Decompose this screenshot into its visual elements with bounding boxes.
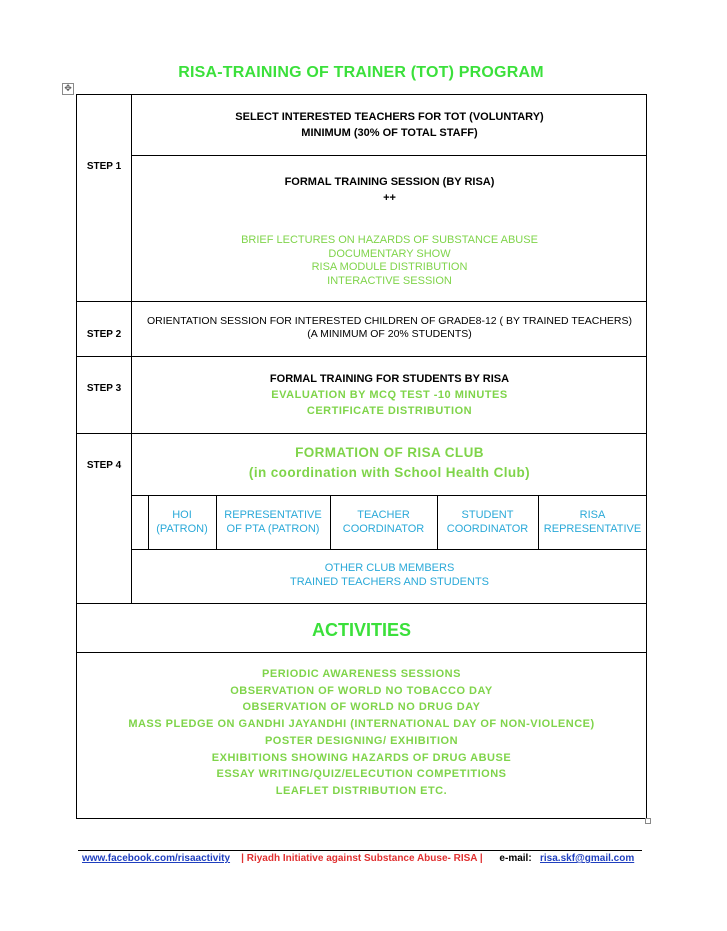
- club-coordination-line: (in coordination with School Health Club): [248, 465, 531, 480]
- activity-item: MASS PLEDGE ON GANDHI JAYANDHI (INTERNATIONAL DAY OF NON-VIOLENCE): [128, 718, 595, 731]
- step-1-label: STEP 1: [86, 161, 122, 172]
- list-item: BRIEF LECTURES ON HAZARDS OF SUBSTANCE ABUSE: [241, 234, 538, 246]
- email-label: e-mail:: [499, 853, 532, 864]
- step-4-label: STEP 4: [86, 460, 122, 471]
- list-item: DOCUMENTARY SHOW: [328, 247, 451, 260]
- role-title: TEACHER: [357, 509, 410, 521]
- role-title: RISA: [579, 509, 606, 521]
- table-line: [132, 549, 647, 550]
- club-members-text: [132, 562, 647, 589]
- page-title: RISA-TRAINING OF TRAINER (TOT) PROGRAM: [178, 64, 544, 81]
- list-item: INTERACTIVE SESSION: [327, 274, 452, 287]
- role-title: HOI: [172, 509, 192, 521]
- table-line: [132, 495, 647, 496]
- role-title: REPRESENTATIVE: [224, 509, 322, 521]
- role-subtitle: COORDINATOR: [342, 523, 425, 535]
- activity-item: EXHIBITIONS SHOWING HAZARDS OF DRUG ABUSE: [211, 751, 512, 764]
- club-formation-text: [132, 443, 647, 483]
- select-teachers-text: [132, 109, 647, 141]
- role-subtitle: (PATRON): [156, 523, 208, 535]
- role-risa-representative: [538, 508, 647, 536]
- activities-heading: ACTIVITIES: [311, 620, 411, 640]
- student-training-text: [132, 371, 647, 419]
- table-line: [132, 155, 647, 156]
- activity-item: LEAFLET DISTRIBUTION ETC.: [275, 784, 448, 797]
- club-formation-line: FORMATION OF RISA CLUB: [295, 445, 484, 460]
- organization-name: | Riyadh Initiative against Substance Abuse- RISA |: [241, 853, 483, 864]
- role-hoi: [148, 508, 216, 536]
- resize-handle-icon[interactable]: [645, 818, 651, 824]
- role-title: STUDENT: [461, 509, 514, 521]
- role-pta-representative: [216, 508, 330, 536]
- certificate-line: CERTIFICATE DISTRIBUTION: [306, 405, 473, 417]
- select-teachers-minimum-line: MINIMUM (30% OF TOTAL STAFF): [301, 127, 478, 139]
- table-line: [76, 433, 647, 434]
- step-2-label: STEP 2: [86, 329, 122, 340]
- footer-divider: [78, 850, 642, 851]
- role-subtitle: COORDINATOR: [446, 523, 529, 535]
- plus-line: ++: [383, 192, 396, 204]
- activity-item: ESSAY WRITING/QUIZ/ELECUTION COMPETITIONS: [216, 768, 507, 781]
- role-teacher-coordinator: [330, 508, 437, 536]
- club-members-line: OTHER CLUB MEMBERS: [324, 562, 455, 574]
- select-teachers-line: SELECT INTERESTED TEACHERS FOR TOT (VOLUNTARY): [235, 111, 544, 123]
- evaluation-line: EVALUATION BY MCQ TEST -10 MINUTES: [271, 389, 508, 401]
- orientation-minimum-line: (A MINIMUM OF 20% STUDENTS): [307, 328, 472, 340]
- formal-training-line: FORMAL TRAINING SESSION (BY RISA): [284, 176, 495, 188]
- email-link[interactable]: risa.skf@gmail.com: [540, 853, 635, 864]
- orientation-line: ORIENTATION SESSION FOR INTERESTED CHILDREN OF GRADE8-12 ( BY TRAINED TEACHERS): [146, 315, 633, 327]
- activity-item: OBSERVATION OF WORLD NO TOBACCO DAY: [230, 684, 493, 697]
- orientation-text: [132, 315, 647, 341]
- activity-item: OBSERVATION OF WORLD NO DRUG DAY: [242, 701, 481, 714]
- table-line: [76, 603, 647, 604]
- table-line: [76, 356, 647, 357]
- role-subtitle: REPRESENTATIVE: [543, 523, 642, 535]
- footer: [82, 853, 634, 864]
- role-subtitle: OF PTA (PATRON): [226, 523, 320, 535]
- step-1-items: [132, 234, 647, 288]
- activity-item: POSTER DESIGNING/ EXHIBITION: [264, 734, 459, 747]
- table-line: [76, 301, 647, 302]
- table-line: [76, 652, 647, 653]
- move-arrows-icon[interactable]: ✥: [62, 83, 74, 95]
- list-item: RISA MODULE DISTRIBUTION: [311, 261, 468, 273]
- activity-item: PERIODIC AWARENESS SESSIONS: [262, 668, 461, 680]
- activities-list: [76, 666, 647, 800]
- trained-members-line: TRAINED TEACHERS AND STUDENTS: [289, 575, 490, 588]
- step-3-label: STEP 3: [86, 383, 122, 394]
- facebook-link[interactable]: www.facebook.com/risaactivity: [82, 853, 231, 864]
- role-student-coordinator: [437, 508, 538, 536]
- student-training-line: FORMAL TRAINING FOR STUDENTS BY RISA: [269, 373, 510, 385]
- formal-training-text: [132, 174, 647, 206]
